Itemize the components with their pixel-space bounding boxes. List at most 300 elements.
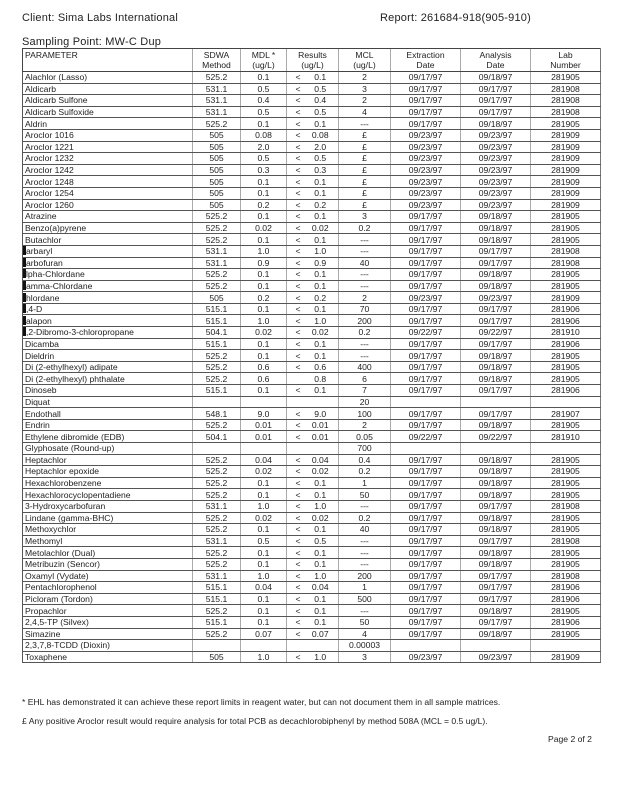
table-row bbox=[23, 443, 601, 455]
table-row bbox=[23, 361, 601, 373]
cell-method: 505 bbox=[193, 153, 241, 165]
cell-extraction-date bbox=[391, 396, 461, 408]
cell-analysis-date: 09/17/97 bbox=[461, 83, 531, 95]
table-row bbox=[23, 292, 601, 304]
cell-lab-number: 281906 bbox=[531, 582, 601, 594]
cell-mdl bbox=[241, 396, 287, 408]
parameter-name: Lindane (gamma-BHC) bbox=[25, 512, 114, 523]
cell-method: 525.2 bbox=[193, 222, 241, 234]
cell-mdl: 0.08 bbox=[241, 129, 287, 141]
footnote-mdl: * EHL has demonstrated it can achieve these report limits in reagent water, but can not document them in all sample matrices. bbox=[22, 697, 501, 707]
cell-analysis-date: 09/23/97 bbox=[461, 164, 531, 176]
table-row bbox=[23, 153, 601, 165]
col-header-mcl: MCL (ug/L) bbox=[339, 49, 391, 72]
cell-lab-number: 281908 bbox=[531, 570, 601, 582]
cell-qualifier: < bbox=[287, 129, 303, 141]
cell-parameter bbox=[23, 524, 193, 536]
cell-mdl: 2.0 bbox=[241, 141, 287, 153]
table-row bbox=[23, 454, 601, 466]
cell-analysis-date: 09/18/97 bbox=[461, 222, 531, 234]
cell-mcl: 0.2 bbox=[339, 466, 391, 478]
cell-result: 1.0 bbox=[303, 315, 339, 327]
cell-analysis-date: 09/18/97 bbox=[461, 477, 531, 489]
cell-method: 525.2 bbox=[193, 211, 241, 223]
cell-mcl: £ bbox=[339, 153, 391, 165]
cell-result: 0.1 bbox=[303, 489, 339, 501]
cell-extraction-date: 09/23/97 bbox=[391, 292, 461, 304]
cell-result: 1.0 bbox=[303, 500, 339, 512]
cell-mdl: 0.1 bbox=[241, 385, 287, 397]
parameter-name: Alachlor (Lasso) bbox=[25, 72, 88, 83]
cell-extraction-date: 09/22/97 bbox=[391, 327, 461, 339]
cell-result: 0.1 bbox=[303, 338, 339, 350]
cell-extraction-date: 09/17/97 bbox=[391, 257, 461, 269]
cell-mdl: 0.6 bbox=[241, 361, 287, 373]
cell-mdl: 0.1 bbox=[241, 489, 287, 501]
cell-lab-number: 281909 bbox=[531, 153, 601, 165]
cell-mcl: 1 bbox=[339, 582, 391, 594]
cell-mdl: 0.9 bbox=[241, 257, 287, 269]
cell-parameter bbox=[23, 593, 193, 605]
cell-lab-number: 281909 bbox=[531, 187, 601, 199]
cell-parameter bbox=[23, 466, 193, 478]
table-row bbox=[23, 350, 601, 362]
cell-mdl: 0.01 bbox=[241, 431, 287, 443]
table-row bbox=[23, 477, 601, 489]
table-row bbox=[23, 222, 601, 234]
cell-parameter bbox=[23, 616, 193, 628]
cell-qualifier: < bbox=[287, 419, 303, 431]
results-table bbox=[22, 48, 601, 663]
cell-extraction-date: 09/17/97 bbox=[391, 408, 461, 420]
cell-analysis-date: 09/18/97 bbox=[461, 489, 531, 501]
parameter-name: Endothall bbox=[25, 408, 61, 419]
cell-qualifier: < bbox=[287, 408, 303, 420]
cell-analysis-date: 09/18/97 bbox=[461, 211, 531, 223]
cell-analysis-date: 09/18/97 bbox=[461, 72, 531, 84]
parameter-name: Hexachlorobenzene bbox=[25, 478, 102, 489]
table-row bbox=[23, 269, 601, 281]
parameter-name: Atrazine bbox=[25, 211, 57, 222]
cell-mcl: 6 bbox=[339, 373, 391, 385]
cell-extraction-date: 09/17/97 bbox=[391, 524, 461, 536]
cell-result: 0.5 bbox=[303, 535, 339, 547]
cell-qualifier: < bbox=[287, 280, 303, 292]
cell-lab-number: 281906 bbox=[531, 593, 601, 605]
cell-result: 0.5 bbox=[303, 153, 339, 165]
cell-mcl: 500 bbox=[339, 593, 391, 605]
cell-analysis-date: 09/18/97 bbox=[461, 361, 531, 373]
cell-analysis-date: 09/18/97 bbox=[461, 524, 531, 536]
cell-mdl: 0.2 bbox=[241, 292, 287, 304]
cell-method: 525.2 bbox=[193, 454, 241, 466]
sampling-point: Sampling Point: MW-C Dup bbox=[22, 36, 162, 48]
table-header-row bbox=[23, 49, 601, 72]
cell-qualifier: < bbox=[287, 570, 303, 582]
cell-analysis-date: 09/17/97 bbox=[461, 385, 531, 397]
parameter-name: 2,3,7,8-TCDD (Dioxin) bbox=[25, 640, 111, 651]
table-row bbox=[23, 640, 601, 652]
cell-mdl: 0.5 bbox=[241, 153, 287, 165]
cell-qualifier: < bbox=[287, 83, 303, 95]
table-row bbox=[23, 245, 601, 257]
cell-result: 0.1 bbox=[303, 547, 339, 559]
cell-lab-number: 281909 bbox=[531, 129, 601, 141]
cell-lab-number bbox=[531, 640, 601, 652]
cell-extraction-date: 09/23/97 bbox=[391, 187, 461, 199]
cell-extraction-date: 09/17/97 bbox=[391, 454, 461, 466]
cell-method: 515.1 bbox=[193, 303, 241, 315]
cell-extraction-date: 09/17/97 bbox=[391, 500, 461, 512]
cell-qualifier bbox=[287, 443, 303, 455]
cell-lab-number: 281907 bbox=[531, 408, 601, 420]
cell-analysis-date: 09/17/97 bbox=[461, 106, 531, 118]
cell-mcl: 3 bbox=[339, 211, 391, 223]
cell-analysis-date: 09/17/97 bbox=[461, 500, 531, 512]
cell-mdl: 1.0 bbox=[241, 500, 287, 512]
cell-extraction-date: 09/23/97 bbox=[391, 651, 461, 663]
cell-analysis-date: 09/18/97 bbox=[461, 419, 531, 431]
cell-method: 505 bbox=[193, 164, 241, 176]
cell-lab-number: 281905 bbox=[531, 234, 601, 246]
cell-lab-number: 281908 bbox=[531, 83, 601, 95]
cell-extraction-date: 09/17/97 bbox=[391, 350, 461, 362]
cell-parameter bbox=[23, 338, 193, 350]
parameter-name: Glyphosate (Round-up) bbox=[25, 443, 115, 454]
cell-mdl: 0.1 bbox=[241, 593, 287, 605]
parameter-name: Propachlor bbox=[25, 605, 67, 616]
cell-extraction-date: 09/17/97 bbox=[391, 106, 461, 118]
cell-analysis-date: 09/18/97 bbox=[461, 118, 531, 130]
cell-mdl: 1.0 bbox=[241, 651, 287, 663]
cell-extraction-date bbox=[391, 443, 461, 455]
cell-qualifier bbox=[287, 640, 303, 652]
cell-analysis-date bbox=[461, 396, 531, 408]
table-row bbox=[23, 408, 601, 420]
cell-parameter bbox=[23, 628, 193, 640]
cell-lab-number: 281908 bbox=[531, 245, 601, 257]
cell-lab-number: 281908 bbox=[531, 535, 601, 547]
parameter-name: Metribuzin (Sencor) bbox=[25, 559, 100, 570]
parameter-name: Heptachlor epoxide bbox=[25, 466, 100, 477]
cell-result: 0.1 bbox=[303, 593, 339, 605]
cell-lab-number: 281910 bbox=[531, 431, 601, 443]
parameter-name: arbofuran bbox=[26, 257, 63, 268]
cell-method: 525.2 bbox=[193, 477, 241, 489]
cell-mdl bbox=[241, 640, 287, 652]
cell-parameter bbox=[23, 280, 193, 292]
cell-lab-number: 281905 bbox=[531, 628, 601, 640]
cell-extraction-date: 09/23/97 bbox=[391, 199, 461, 211]
table-row bbox=[23, 315, 601, 327]
col-header-results: Results (ug/L) bbox=[287, 49, 339, 72]
cell-qualifier: < bbox=[287, 222, 303, 234]
cell-result: 0.8 bbox=[303, 373, 339, 385]
col-header-mdl: MDL * (ug/L) bbox=[241, 49, 287, 72]
cell-mcl: £ bbox=[339, 164, 391, 176]
parameter-name: Toxaphene bbox=[25, 651, 68, 662]
cell-analysis-date: 09/17/97 bbox=[461, 582, 531, 594]
cell-lab-number: 281905 bbox=[531, 558, 601, 570]
cell-mdl: 9.0 bbox=[241, 408, 287, 420]
cell-mdl: 0.02 bbox=[241, 466, 287, 478]
cell-qualifier: < bbox=[287, 512, 303, 524]
cell-method: 515.1 bbox=[193, 616, 241, 628]
cell-lab-number: 281906 bbox=[531, 303, 601, 315]
cell-method: 515.1 bbox=[193, 338, 241, 350]
cell-analysis-date: 09/17/97 bbox=[461, 245, 531, 257]
cell-parameter bbox=[23, 72, 193, 84]
cell-method: 525.2 bbox=[193, 361, 241, 373]
cell-method: 525.2 bbox=[193, 524, 241, 536]
cell-method: 525.2 bbox=[193, 118, 241, 130]
cell-parameter bbox=[23, 582, 193, 594]
cell-analysis-date: 09/23/97 bbox=[461, 187, 531, 199]
cell-method: 525.2 bbox=[193, 280, 241, 292]
report-number: Report: 261684-918(905-910) bbox=[380, 12, 531, 24]
cell-method: 505 bbox=[193, 651, 241, 663]
cell-lab-number bbox=[531, 443, 601, 455]
cell-parameter bbox=[23, 106, 193, 118]
cell-analysis-date: 09/23/97 bbox=[461, 141, 531, 153]
table-row bbox=[23, 547, 601, 559]
cell-analysis-date: 09/18/97 bbox=[461, 547, 531, 559]
cell-qualifier: < bbox=[287, 350, 303, 362]
parameter-name: Methomyl bbox=[25, 536, 63, 547]
cell-mdl: 0.1 bbox=[241, 303, 287, 315]
cell-qualifier: < bbox=[287, 605, 303, 617]
cell-mcl: 3 bbox=[339, 83, 391, 95]
cell-analysis-date: 09/18/97 bbox=[461, 234, 531, 246]
cell-extraction-date: 09/17/97 bbox=[391, 361, 461, 373]
cell-qualifier: < bbox=[287, 582, 303, 594]
cell-extraction-date: 09/17/97 bbox=[391, 558, 461, 570]
cell-mdl: 0.1 bbox=[241, 605, 287, 617]
table-row bbox=[23, 106, 601, 118]
cell-lab-number: 281909 bbox=[531, 651, 601, 663]
cell-mdl: 0.04 bbox=[241, 454, 287, 466]
cell-method: 531.1 bbox=[193, 83, 241, 95]
cell-result: 0.1 bbox=[303, 118, 339, 130]
cell-qualifier: < bbox=[287, 466, 303, 478]
cell-mdl: 0.1 bbox=[241, 118, 287, 130]
cell-extraction-date: 09/17/97 bbox=[391, 385, 461, 397]
cell-mcl: £ bbox=[339, 141, 391, 153]
table-row bbox=[23, 211, 601, 223]
cell-method: 505 bbox=[193, 141, 241, 153]
cell-analysis-date: 09/18/97 bbox=[461, 280, 531, 292]
cell-method: 525.2 bbox=[193, 234, 241, 246]
cell-extraction-date: 09/17/97 bbox=[391, 95, 461, 107]
cell-result: 1.0 bbox=[303, 245, 339, 257]
cell-extraction-date: 09/17/97 bbox=[391, 570, 461, 582]
cell-qualifier: < bbox=[287, 431, 303, 443]
table-row bbox=[23, 605, 601, 617]
cell-mcl: 0.05 bbox=[339, 431, 391, 443]
cell-mdl: 0.1 bbox=[241, 72, 287, 84]
cell-parameter bbox=[23, 500, 193, 512]
parameter-name: Aroclor 1242 bbox=[25, 165, 74, 176]
cell-method: 525.2 bbox=[193, 605, 241, 617]
cell-mcl: 0.00003 bbox=[339, 640, 391, 652]
cell-mcl: 2 bbox=[339, 419, 391, 431]
cell-mcl: 700 bbox=[339, 443, 391, 455]
cell-qualifier: < bbox=[287, 338, 303, 350]
cell-lab-number: 281905 bbox=[531, 477, 601, 489]
table-row bbox=[23, 524, 601, 536]
cell-extraction-date: 09/17/97 bbox=[391, 72, 461, 84]
cell-result: 1.0 bbox=[303, 651, 339, 663]
cell-method: 525.2 bbox=[193, 489, 241, 501]
cell-mdl: 0.01 bbox=[241, 419, 287, 431]
cell-method: 515.1 bbox=[193, 385, 241, 397]
cell-result: 0.1 bbox=[303, 558, 339, 570]
parameter-name: Aldrin bbox=[25, 118, 47, 129]
cell-mdl: 0.1 bbox=[241, 524, 287, 536]
cell-result: 0.1 bbox=[303, 477, 339, 489]
cell-lab-number: 281905 bbox=[531, 269, 601, 281]
cell-lab-number: 281905 bbox=[531, 72, 601, 84]
parameter-name: alapon bbox=[26, 315, 52, 326]
col-header-extraction-date: Extraction Date bbox=[391, 49, 461, 72]
cell-qualifier: < bbox=[287, 176, 303, 188]
cell-result: 0.1 bbox=[303, 187, 339, 199]
cell-lab-number: 281906 bbox=[531, 616, 601, 628]
cell-result: 2.0 bbox=[303, 141, 339, 153]
cell-lab-number: 281905 bbox=[531, 547, 601, 559]
table-row bbox=[23, 512, 601, 524]
cell-qualifier: < bbox=[287, 187, 303, 199]
parameter-name: Simazine bbox=[25, 628, 61, 639]
cell-qualifier: < bbox=[287, 489, 303, 501]
parameter-name: Oxamyl (Vydate) bbox=[25, 570, 89, 581]
cell-parameter bbox=[23, 245, 193, 257]
cell-lab-number: 281909 bbox=[531, 164, 601, 176]
cell-mcl: 40 bbox=[339, 524, 391, 536]
cell-method bbox=[193, 640, 241, 652]
cell-result: 0.4 bbox=[303, 95, 339, 107]
cell-extraction-date: 09/17/97 bbox=[391, 477, 461, 489]
cell-extraction-date: 09/17/97 bbox=[391, 245, 461, 257]
cell-parameter bbox=[23, 535, 193, 547]
cell-analysis-date: 09/23/97 bbox=[461, 176, 531, 188]
col-header-lab-number: Lab Number bbox=[531, 49, 601, 72]
cell-extraction-date: 09/23/97 bbox=[391, 141, 461, 153]
cell-mcl: --- bbox=[339, 547, 391, 559]
cell-mdl: 1.0 bbox=[241, 245, 287, 257]
cell-mdl: 0.02 bbox=[241, 327, 287, 339]
cell-mdl bbox=[241, 443, 287, 455]
cell-method: 525.2 bbox=[193, 558, 241, 570]
parameter-name: lpha-Chlordane bbox=[26, 269, 85, 280]
cell-lab-number: 281905 bbox=[531, 373, 601, 385]
cell-qualifier: < bbox=[287, 95, 303, 107]
cell-method: 505 bbox=[193, 292, 241, 304]
cell-extraction-date: 09/17/97 bbox=[391, 616, 461, 628]
cell-qualifier: < bbox=[287, 234, 303, 246]
cell-analysis-date bbox=[461, 443, 531, 455]
cell-parameter bbox=[23, 640, 193, 652]
cell-mdl: 0.02 bbox=[241, 222, 287, 234]
cell-method: 525.2 bbox=[193, 419, 241, 431]
cell-lab-number: 281908 bbox=[531, 95, 601, 107]
cell-extraction-date: 09/17/97 bbox=[391, 628, 461, 640]
cell-result: 0.1 bbox=[303, 616, 339, 628]
cell-qualifier: < bbox=[287, 164, 303, 176]
parameter-name: ,4-D bbox=[26, 304, 43, 315]
cell-mcl: --- bbox=[339, 605, 391, 617]
cell-result: 0.1 bbox=[303, 269, 339, 281]
parameter-name: Dinoseb bbox=[25, 385, 57, 396]
cell-extraction-date: 09/17/97 bbox=[391, 419, 461, 431]
cell-result: 0.02 bbox=[303, 512, 339, 524]
parameter-name: Aroclor 1248 bbox=[25, 176, 74, 187]
cell-method: 531.1 bbox=[193, 95, 241, 107]
table-row bbox=[23, 234, 601, 246]
cell-lab-number: 281905 bbox=[531, 489, 601, 501]
cell-qualifier: < bbox=[287, 616, 303, 628]
cell-method bbox=[193, 396, 241, 408]
cell-result bbox=[303, 396, 339, 408]
table-row bbox=[23, 164, 601, 176]
cell-lab-number: 281909 bbox=[531, 141, 601, 153]
cell-method: 531.1 bbox=[193, 245, 241, 257]
cell-mcl: £ bbox=[339, 187, 391, 199]
cell-parameter bbox=[23, 396, 193, 408]
cell-result: 0.08 bbox=[303, 129, 339, 141]
cell-mcl: 7 bbox=[339, 385, 391, 397]
cell-mcl: --- bbox=[339, 350, 391, 362]
cell-lab-number: 281906 bbox=[531, 315, 601, 327]
cell-parameter bbox=[23, 141, 193, 153]
cell-lab-number: 281905 bbox=[531, 350, 601, 362]
cell-mdl: 1.0 bbox=[241, 315, 287, 327]
cell-result: 0.5 bbox=[303, 106, 339, 118]
cell-lab-number: 281908 bbox=[531, 106, 601, 118]
cell-mcl: 2 bbox=[339, 72, 391, 84]
cell-result: 0.1 bbox=[303, 176, 339, 188]
cell-qualifier: < bbox=[287, 535, 303, 547]
cell-parameter bbox=[23, 187, 193, 199]
cell-parameter bbox=[23, 454, 193, 466]
table-row bbox=[23, 141, 601, 153]
cell-result: 0.3 bbox=[303, 164, 339, 176]
cell-mcl: 100 bbox=[339, 408, 391, 420]
cell-analysis-date: 09/22/97 bbox=[461, 431, 531, 443]
cell-result: 0.1 bbox=[303, 350, 339, 362]
cell-lab-number: 281905 bbox=[531, 466, 601, 478]
parameter-name: Endrin bbox=[25, 420, 50, 431]
cell-extraction-date: 09/23/97 bbox=[391, 176, 461, 188]
table-row bbox=[23, 396, 601, 408]
cell-result: 0.1 bbox=[303, 385, 339, 397]
cell-mcl: 2 bbox=[339, 95, 391, 107]
table-row bbox=[23, 535, 601, 547]
parameter-name: Pentachlorophenol bbox=[25, 582, 97, 593]
cell-analysis-date: 09/18/97 bbox=[461, 558, 531, 570]
cell-result: 0.2 bbox=[303, 199, 339, 211]
cell-lab-number: 281905 bbox=[531, 280, 601, 292]
cell-extraction-date: 09/17/97 bbox=[391, 338, 461, 350]
parameter-name: Dicamba bbox=[25, 338, 59, 349]
cell-parameter bbox=[23, 257, 193, 269]
cell-parameter bbox=[23, 443, 193, 455]
cell-qualifier: < bbox=[287, 269, 303, 281]
cell-parameter bbox=[23, 350, 193, 362]
cell-lab-number: 281909 bbox=[531, 199, 601, 211]
cell-method: 515.1 bbox=[193, 315, 241, 327]
cell-qualifier: < bbox=[287, 72, 303, 84]
